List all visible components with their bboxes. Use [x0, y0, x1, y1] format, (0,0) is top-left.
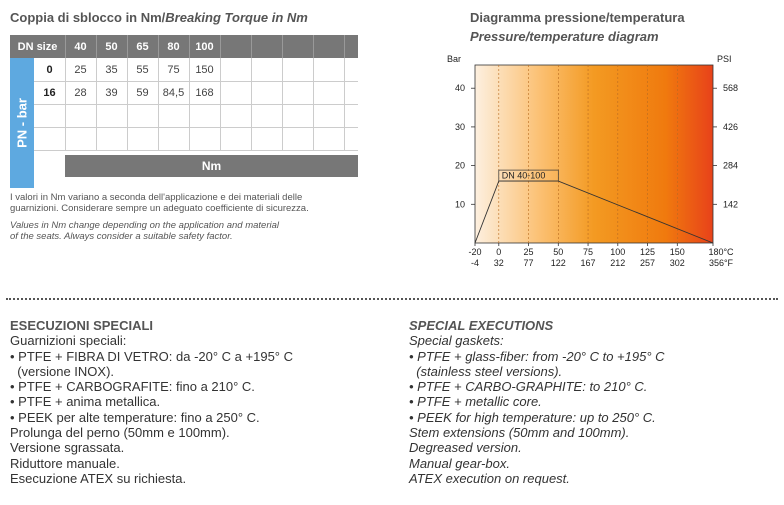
special-it-line: Guarnizioni speciali:: [10, 333, 127, 349]
section-divider: [6, 298, 778, 300]
torque-value: 25: [74, 63, 87, 76]
x-tick-label-f: 257: [640, 258, 656, 268]
x-tick-label-f: 32: [493, 258, 504, 268]
special-it-line: • PTFE + CARBOGRAFITE: fino a 210° C.: [10, 379, 255, 395]
x-tick-label-c: 25: [523, 247, 534, 257]
pn-value-16: 16: [43, 86, 56, 99]
grid-hline: [34, 150, 358, 151]
grid-vline: [220, 58, 221, 150]
y-tick-label: 40: [454, 83, 465, 94]
special-en-line: ATEX execution on request.: [409, 470, 570, 486]
x-tick-label-c: 0: [496, 247, 502, 257]
pn-bar-column: [10, 58, 34, 188]
torque-value: 39: [105, 86, 118, 99]
x-tick-label-f: 302: [669, 258, 685, 268]
header-separator: [158, 35, 159, 58]
torque-value: 28: [74, 86, 87, 99]
special-en-line: • PEEK for high temperature: up to 250° C.: [409, 409, 656, 425]
y-axis-label-psi: PSI: [717, 54, 732, 64]
header-separator: [344, 35, 345, 58]
special-it-line: Esecuzione ATEX su richiesta.: [10, 470, 187, 486]
psi-tick-label: 284: [723, 160, 739, 171]
special-en-line: Manual gear-box.: [409, 455, 510, 471]
torque-value: 75: [167, 63, 180, 76]
special-it-line: • PEEK per alte temperature: fino a 250° C.: [10, 409, 260, 425]
torque-value: 150: [195, 63, 214, 76]
dn-size-50: 50: [96, 35, 127, 58]
grid-hline: [34, 104, 358, 105]
header-separator: [189, 35, 190, 58]
x-tick-label-c: 50: [553, 247, 564, 257]
torque-value: 55: [136, 63, 149, 76]
special-it-line: (versione INOX).: [10, 363, 115, 379]
special-it-line: • PTFE + FIBRA DI VETRO: da -20° C a +195° C: [10, 348, 293, 364]
special-executions-it-title: ESECUZIONI SPECIALI: [10, 318, 154, 333]
special-it-line: Prolunga del perno (50mm e 100mm).: [10, 425, 230, 441]
x-tick-label-c: 100: [610, 247, 626, 257]
grid-vline: [344, 58, 345, 150]
x-tick-label-f: 167: [580, 258, 596, 268]
dn-size-80: 80: [158, 35, 189, 58]
x-tick-label-f: 356°F: [708, 258, 734, 268]
x-tick-label-c: -20: [468, 247, 482, 257]
pressure-temperature-chart: [440, 50, 760, 270]
special-executions-en-title: SPECIAL EXECUTIONS: [409, 318, 554, 333]
special-en-line: (stainless steel versions).: [409, 363, 563, 379]
header-separator: [220, 35, 221, 58]
dn-size-65: 65: [127, 35, 158, 58]
psi-tick-label: 426: [723, 121, 739, 132]
torque-value: 84,5: [162, 86, 185, 99]
y-tick-label: 20: [454, 160, 465, 171]
special-en-line: Special gaskets:: [409, 333, 504, 349]
pn-value-0: 0: [46, 63, 53, 76]
torque-value: 35: [105, 63, 118, 76]
torque-value: 168: [195, 86, 214, 99]
torque-value: 59: [136, 86, 149, 99]
chart-title: Diagramma pressione/temperatura: [470, 10, 685, 25]
header-separator: [65, 35, 66, 58]
x-tick-label-c: 180°C: [708, 247, 734, 257]
special-it-line: Riduttore manuale.: [10, 455, 120, 471]
header-separator: [282, 35, 283, 58]
y-tick-label: 10: [454, 199, 465, 210]
special-en-line: Degreased version.: [409, 440, 522, 456]
header-separator: [127, 35, 128, 58]
grid-vline: [251, 58, 252, 150]
psi-tick-label: 142: [723, 199, 739, 210]
chart-subtitle: Pressure/temperature diagram: [470, 29, 659, 44]
x-tick-label-f: 77: [523, 258, 534, 268]
torque-note-en: Values in Nm change depending on the application and material of the seats. Always consider a suitable safety factor.: [10, 220, 279, 242]
x-tick-label-c: 75: [583, 247, 594, 257]
special-en-line: • PTFE + CARBO-GRAPHITE: to 210° C.: [409, 379, 648, 395]
y-axis-label-bar: Bar: [447, 54, 462, 64]
special-executions-it: [10, 318, 293, 486]
special-it-line: • PTFE + anima metallica.: [10, 394, 161, 410]
header-separator: [251, 35, 252, 58]
psi-tick-label: 568: [723, 83, 739, 94]
header-separator: [313, 35, 314, 58]
series-label: DN 40-100: [501, 170, 546, 181]
x-tick-label-f: 122: [550, 258, 566, 268]
grid-hline: [34, 127, 358, 128]
special-en-line: • PTFE + glass-fiber: from -20° C to +195° C: [409, 348, 665, 364]
x-tick-label-c: 125: [640, 247, 656, 257]
grid-vline: [282, 58, 283, 150]
special-en-line: Stem extensions (50mm and 100mm).: [409, 425, 630, 441]
header-separator: [96, 35, 97, 58]
dn-size-100: 100: [189, 35, 220, 58]
pn-bar-label: PN - bar: [14, 98, 30, 148]
x-tick-label-f: -4: [470, 258, 480, 268]
x-tick-label-f: 212: [610, 258, 626, 268]
x-tick-label-c: 150: [669, 247, 685, 257]
grid-vline: [313, 58, 314, 150]
special-en-line: • PTFE + metallic core.: [409, 394, 542, 410]
special-executions-en: [409, 318, 665, 486]
torque-note-it: I valori in Nm variano a seconda dell'applicazione e dei materiali delle guarnizioni. Considerare sempre un adeguato coefficiente di sicurezza.: [10, 192, 309, 214]
torque-title: Coppia di sblocco in Nm/Breaking Torque in Nm: [10, 10, 308, 25]
special-it-line: Versione sgrassata.: [10, 440, 125, 456]
dn-size-40: 40: [65, 35, 96, 58]
nm-footer: Nm: [65, 155, 358, 177]
y-tick-label: 30: [454, 121, 465, 132]
dn-size-label: DN size: [10, 35, 65, 58]
torque-table: [10, 35, 358, 178]
